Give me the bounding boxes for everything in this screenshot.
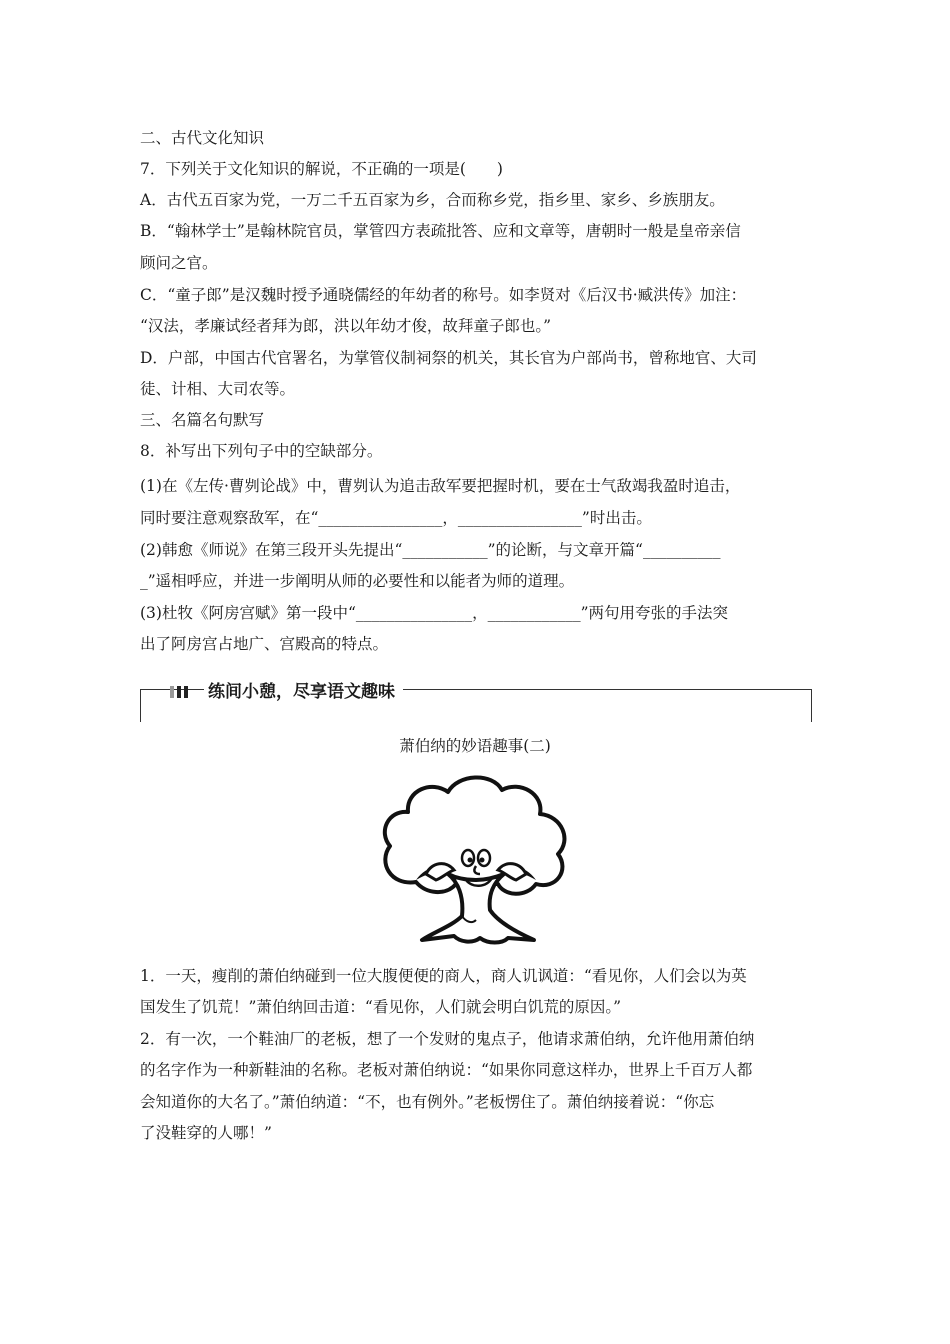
sentence-1-line2: 同时要注意观察敌军，在“________________，________________”时出击。	[140, 509, 652, 527]
story-paragraph-2-line4: 了没鞋穿的人哪！”	[140, 1124, 272, 1142]
sentence-3-line2: 出了阿房宫占地广、宫殿高的特点。	[140, 635, 389, 653]
option-a: A．古代五百家为党，一万二千五百家为乡，合而称乡党，指乡里、家乡、乡族朋友。	[140, 191, 725, 209]
sentence-3-line1: (3)杜牧《阿房宫赋》第一段中“_______________，____________”两句用夸张的手法突	[140, 604, 729, 622]
option-d-line1: D．户部，中国古代官署名，为掌管仪制祠祭的机关，其长官为户部尚书，曾称地官、大司	[140, 349, 757, 367]
sentence-1-line1: (1)在《左传·曹刿论战》中，曹刿认为追击敌军要把握时机，要在士气敌竭我盈时追击，	[140, 477, 741, 495]
story-paragraph-2-line2: 的名字作为一种新鞋油的名称。老板对萧伯纳说：“如果你同意这样办，世界上千百万人都	[140, 1061, 753, 1079]
section-heading-recitation: 三、名篇名句默写	[140, 411, 265, 429]
banner-title: 练间小憩，尽享语文趣味	[204, 677, 403, 702]
option-c-line1: C．“童子郎”是汉魏时授予通晓儒经的年幼者的称号。如李贤对《后汉书·臧洪传》加注：	[140, 286, 747, 304]
banner-bars-icon	[170, 683, 191, 702]
story-paragraph-1-line1: 1．一天，瘦削的萧伯纳碰到一位大腹便便的商人，商人讥讽道：“看见你，人们会以为英	[140, 967, 747, 985]
option-b-line1: B．“翰林学士”是翰林院官员，掌管四方表疏批答、应和文章等，唐朝时一般是皇帝亲信	[140, 222, 741, 240]
banner-left-edge	[140, 689, 141, 722]
option-c-line2: “汉法，孝廉试经者拜为郎，洪以年幼才俊，故拜童子郎也。”	[140, 317, 552, 335]
sentence-2-line1: (2)韩愈《师说》在第三段开头先提出“___________”的论断，与文章开篇“__________	[140, 541, 721, 559]
question-8: 8．补写出下列句子中的空缺部分。	[140, 442, 383, 460]
option-b-line2: 顾问之官。	[140, 254, 218, 272]
sentence-2-line2: _”遥相呼应，并进一步阐明从师的必要性和以能者为师的道理。	[140, 572, 575, 590]
story-title: 萧伯纳的妙语趣事(二)	[399, 737, 551, 755]
option-d-line2: 徒、计相、大司农等。	[140, 380, 296, 398]
question-7: 7．下列关于文化知识的解说，不正确的一项是( )	[140, 160, 503, 178]
break-banner	[140, 676, 812, 722]
section-heading-culture: 二、古代文化知识	[140, 129, 265, 147]
banner-right-edge	[811, 689, 812, 722]
story-paragraph-2-line1: 2．有一次，一个鞋油厂的老板，想了一个发财的鬼点子，他请求萧伯纳，允许他用萧伯纳	[140, 1030, 755, 1048]
story-paragraph-2-line3: 会知道你的大名了。”萧伯纳道：“不，也有例外。”老板愣住了。萧伯纳接着说：“你忘	[140, 1093, 715, 1111]
cartoon-tree-icon	[376, 770, 576, 948]
story-paragraph-1-line2: 国发生了饥荒！”萧伯纳回击道：“看见你，人们就会明白饥荒的原因。”	[140, 998, 622, 1016]
